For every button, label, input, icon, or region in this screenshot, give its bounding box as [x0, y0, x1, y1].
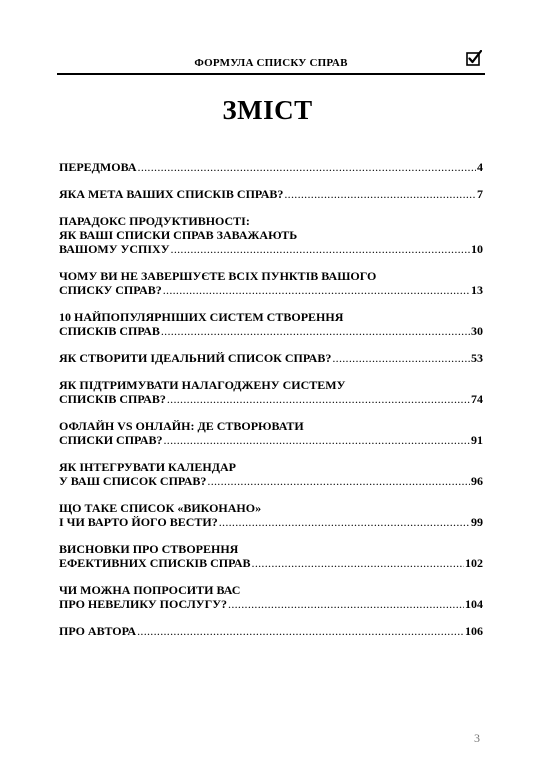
toc-entry-page-number: 7 [477, 187, 483, 201]
dot-leader [137, 624, 464, 638]
toc-entry-title-line: ПРО НЕВЕЛИКУ ПОСЛУГУ? [59, 597, 228, 611]
toc-entry-page-number: 99 [471, 515, 483, 529]
toc-entry-title-line: У ВАШ СПИСОК СПРАВ? [59, 474, 207, 488]
running-header [57, 50, 485, 72]
toc-entry-last-line [59, 556, 483, 570]
dot-leader [219, 515, 470, 529]
toc-entry-page-number: 53 [471, 351, 483, 365]
toc-entry-last-line [59, 324, 483, 338]
toc-entry-title-line: СПИСКИ СПРАВ? [59, 433, 163, 447]
dot-leader [138, 160, 476, 174]
dot-leader [228, 597, 464, 611]
toc-entry-page-number: 96 [471, 474, 483, 488]
header-divider [57, 73, 485, 75]
dot-leader [284, 187, 476, 201]
toc-entry-last-line [59, 242, 483, 256]
toc-entry-page-number: 104 [465, 597, 483, 611]
toc-entry-title-line: СПИСКУ СПРАВ? [59, 283, 162, 297]
toc-entry[interactable] [59, 419, 483, 447]
toc-entry-title-line: ПЕРЕДМОВА [59, 160, 137, 174]
toc-entry-title-line: І ЧИ ВАРТО ЙОГО ВЕСТИ? [59, 515, 218, 529]
toc-entry-title-line: ЧИ МОЖНА ПОПРОСИТИ ВАС [59, 583, 241, 597]
toc-entry-title-line: ЯК ВАШІ СПИСКИ СПРАВ ЗАВАЖАЮТЬ [59, 228, 298, 242]
toc-entry-page-number: 106 [465, 624, 483, 638]
toc-entry-title-line: ОФЛАЙН VS ОНЛАЙН: ДЕ СТВОРЮВАТИ [59, 419, 304, 433]
toc-entry[interactable] [59, 187, 483, 201]
toc-entry[interactable] [59, 378, 483, 406]
toc-entry-title-line: ЧОМУ ВИ НЕ ЗАВЕРШУЄТЕ ВСІХ ПУНКТІВ ВАШОГО [59, 269, 377, 283]
toc-entry-title-line: ВИСНОВКИ ПРО СТВОРЕННЯ [59, 542, 239, 556]
toc-entry-last-line [59, 351, 483, 365]
page-number: 3 [474, 731, 480, 745]
toc-entry[interactable] [59, 351, 483, 365]
toc-entry-title-line: ЩО ТАКЕ СПИСОК «ВИКОНАНО» [59, 501, 262, 515]
toc-entry-title-line: 10 НАЙПОПУЛЯРНІШИХ СИСТЕМ СТВОРЕННЯ [59, 310, 344, 324]
table-of-contents [59, 160, 483, 651]
toc-entry-last-line [59, 160, 483, 174]
toc-entry-page-number: 13 [471, 283, 483, 297]
toc-entry-title-line: ЯКА МЕТА ВАШИХ СПИСКІВ СПРАВ? [59, 187, 284, 201]
toc-entry-page-number: 30 [471, 324, 483, 338]
toc-entry[interactable] [59, 501, 483, 529]
toc-entry-title-line: СПИСКІВ СПРАВ? [59, 392, 166, 406]
toc-entry-title-line: ПРО АВТОРА [59, 624, 137, 638]
toc-entry-last-line [59, 474, 483, 488]
dot-leader [167, 392, 470, 406]
dot-leader [161, 324, 470, 338]
toc-entry[interactable] [59, 583, 483, 611]
toc-entry-page-number: 91 [471, 433, 483, 447]
dot-leader [164, 433, 471, 447]
toc-entry-title-line: ЕФЕКТИВНИХ СПИСКІВ СПРАВ [59, 556, 251, 570]
toc-entry-title-line: СПИСКІВ СПРАВ [59, 324, 160, 338]
toc-entry-title-line: ЯК СТВОРИТИ ІДЕАЛЬНИЙ СПИСОК СПРАВ? [59, 351, 332, 365]
toc-entry-title-line: ПАРАДОКС ПРОДУКТИВНОСТІ: [59, 214, 250, 228]
toc-entry-last-line [59, 597, 483, 611]
toc-entry-page-number: 74 [471, 392, 483, 406]
toc-entry-last-line [59, 392, 483, 406]
toc-entry-last-line [59, 283, 483, 297]
dot-leader [332, 351, 470, 365]
toc-entry[interactable] [59, 542, 483, 570]
toc-entry-title-line: ЯК ІНТЕГРУВАТИ КАЛЕНДАР [59, 460, 236, 474]
toc-entry[interactable] [59, 310, 483, 338]
dot-leader [171, 242, 470, 256]
toc-entry[interactable] [59, 269, 483, 297]
checkbox-checked-icon [466, 50, 482, 66]
toc-entry-page-number: 4 [477, 160, 483, 174]
toc-entry-page-number: 102 [465, 556, 483, 570]
toc-entry-last-line [59, 433, 483, 447]
toc-entry[interactable] [59, 214, 483, 256]
dot-leader [163, 283, 470, 297]
toc-entry[interactable] [59, 460, 483, 488]
running-header-title: ФОРМУЛА СПИСКУ СПРАВ [194, 57, 348, 69]
dot-leader [252, 556, 464, 570]
toc-entry-title-line: ЯК ПІДТРИМУВАТИ НАЛАГОДЖЕНУ СИСТЕМУ [59, 378, 346, 392]
toc-entry-page-number: 10 [471, 242, 483, 256]
dot-leader [207, 474, 470, 488]
toc-entry-last-line [59, 624, 483, 638]
toc-entry[interactable] [59, 160, 483, 174]
toc-entry-last-line [59, 515, 483, 529]
toc-entry-last-line [59, 187, 483, 201]
toc-entry[interactable] [59, 624, 483, 638]
page-title: ЗМІСТ [222, 95, 313, 125]
toc-entry-title-line: ВАШОМУ УСПІХУ [59, 242, 170, 256]
